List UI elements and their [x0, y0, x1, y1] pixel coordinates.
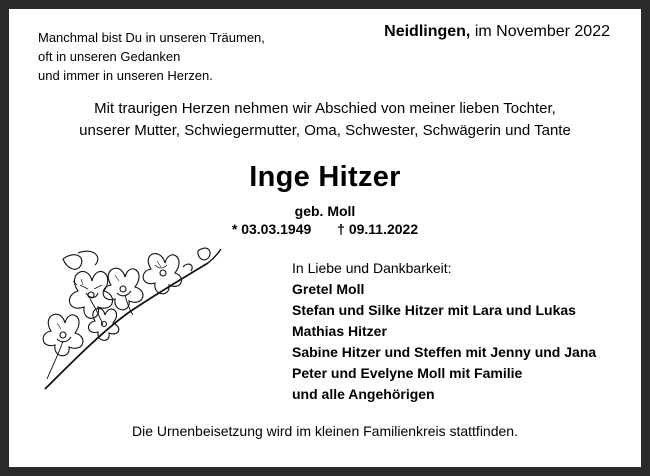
birth-date: * 03.03.1949 [231, 221, 312, 237]
death-date: † 09.11.2022 [337, 221, 419, 237]
verse [38, 28, 265, 85]
intro-line: Mit traurigen Herzen nehmen wir Abschied von meiner lieben Tochter, [94, 100, 556, 117]
verse-line: oft in unseren Gedanken [38, 49, 181, 64]
mourner: und alle Angehörigen [292, 386, 435, 402]
deceased-name: Inge Hitzer [249, 161, 401, 193]
verse-line: und immer in unseren Herzen. [38, 68, 213, 83]
maiden-name: geb. Moll [294, 203, 356, 219]
mourner: Sabine Hitzer und Steffen mit Jenny und Jana [292, 344, 597, 360]
verse-line: Manchmal bist Du in unseren Träumen, [38, 30, 265, 45]
mourners-block [292, 258, 596, 405]
mourner: Gretel Moll [292, 281, 365, 297]
orchid-icon [33, 241, 223, 391]
mourner: Stefan und Silke Hitzer mit Lara und Lukas [292, 302, 576, 318]
intro-text [9, 98, 641, 142]
mourner: Peter und Evelyne Moll mit Familie [292, 365, 523, 381]
place-date [384, 23, 610, 41]
place: Neidlingen, [384, 23, 471, 40]
burial-note: Die Urnenbeisetzung wird im kleinen Familienkreis stattfinden. [132, 423, 518, 439]
obituary-card [9, 9, 641, 467]
mourners-lead: In Liebe und Dankbarkeit: [292, 260, 452, 276]
date: im November 2022 [474, 23, 610, 40]
intro-line: unserer Mutter, Schwiegermutter, Oma, Schwester, Schwägerin und Tante [79, 122, 571, 139]
life-dates [9, 221, 641, 237]
mourner: Mathias Hitzer [292, 323, 387, 339]
